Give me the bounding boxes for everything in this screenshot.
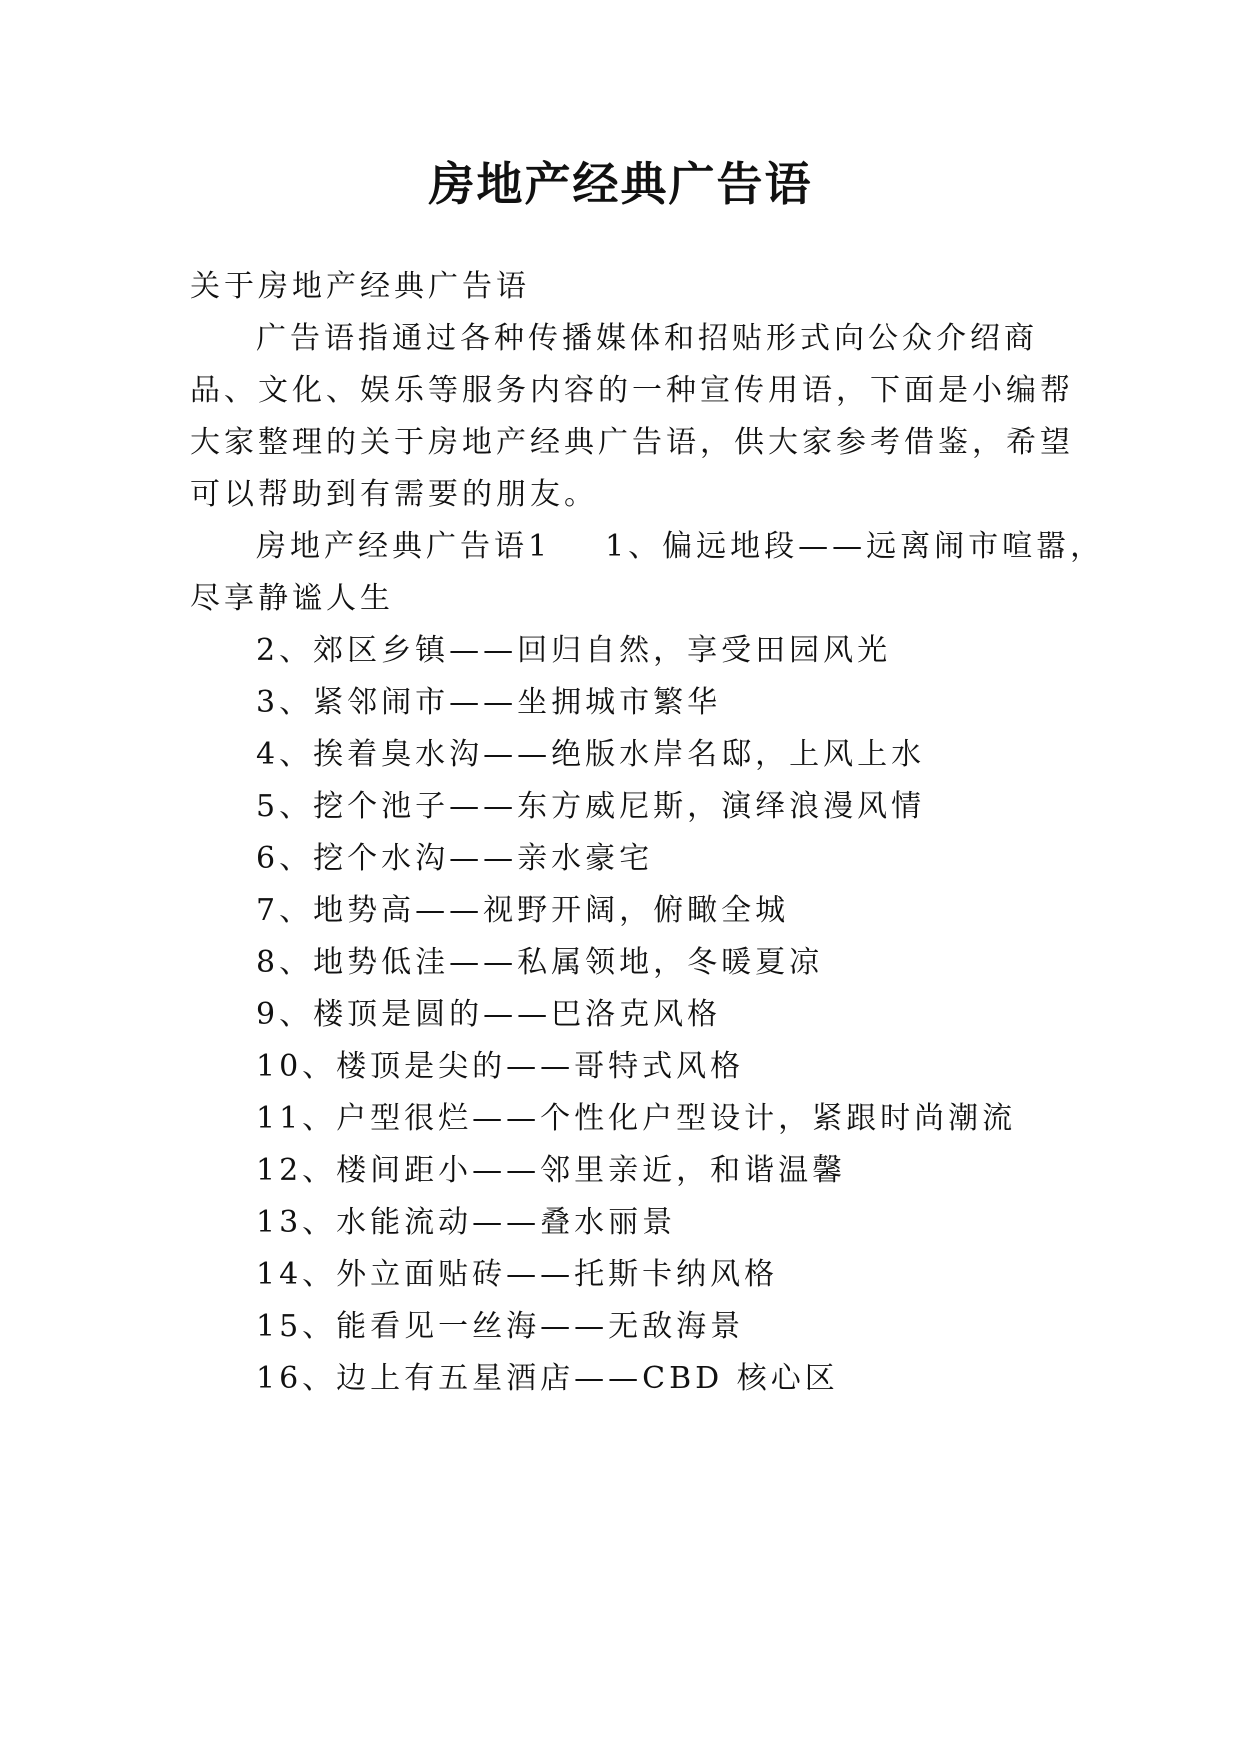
section-label: 房地产经典广告语1 xyxy=(256,529,552,564)
list-item: 3、紧邻闹市——坐拥城市繁华 xyxy=(256,685,722,720)
list-item-1-continued: 尽享静谧人生 xyxy=(190,581,394,616)
list-item: 5、挖个池子——东方威尼斯，演绎浪漫风情 xyxy=(256,789,926,824)
list-item: 13、水能流动——叠水丽景 xyxy=(256,1205,677,1240)
list-item: 14、外立面贴砖——托斯卡纳风格 xyxy=(256,1257,779,1292)
list-item: 9、楼顶是圆的——巴洛克风格 xyxy=(256,997,722,1032)
intro-line-4: 可以帮助到有需要的朋友。 xyxy=(190,477,598,512)
intro-line-2: 品、文化、娱乐等服务内容的一种宣传用语，下面是小编帮 xyxy=(190,373,1074,408)
document-body xyxy=(190,0,1105,1754)
list-item: 11、户型很烂——个性化户型设计，紧跟时尚潮流 xyxy=(256,1101,1017,1136)
list-item: 10、楼顶是尖的——哥特式风格 xyxy=(256,1049,745,1084)
list-item: 7、地势高——视野开阔，俯瞰全城 xyxy=(256,893,790,928)
list-item: 16、边上有五星酒店——CBD 核心区 xyxy=(256,1361,839,1396)
section-heading: 关于房地产经典广告语 xyxy=(190,269,530,304)
intro-line-3: 大家整理的关于房地产经典广告语，供大家参考借鉴，希望 xyxy=(190,425,1074,460)
list-item-1: 1、偏远地段——远离闹市喧嚣， xyxy=(605,529,1105,564)
list-item: 12、楼间距小——邻里亲近，和谐温馨 xyxy=(256,1153,847,1188)
document-title: 房地产经典广告语 xyxy=(428,157,813,211)
list-item: 4、挨着臭水沟——绝版水岸名邸，上风上水 xyxy=(256,737,926,772)
section-label-row xyxy=(256,518,1104,576)
intro-line-1: 广告语指通过各种传播媒体和招贴形式向公众介绍商 xyxy=(256,321,1038,356)
list-item: 15、能看见一丝海——无敌海景 xyxy=(256,1309,745,1344)
list-item: 8、地势低洼——私属领地，冬暖夏凉 xyxy=(256,945,824,980)
list-item: 2、郊区乡镇——回归自然，享受田园风光 xyxy=(256,633,892,668)
list-item: 6、挖个水沟——亲水豪宅 xyxy=(256,841,654,876)
